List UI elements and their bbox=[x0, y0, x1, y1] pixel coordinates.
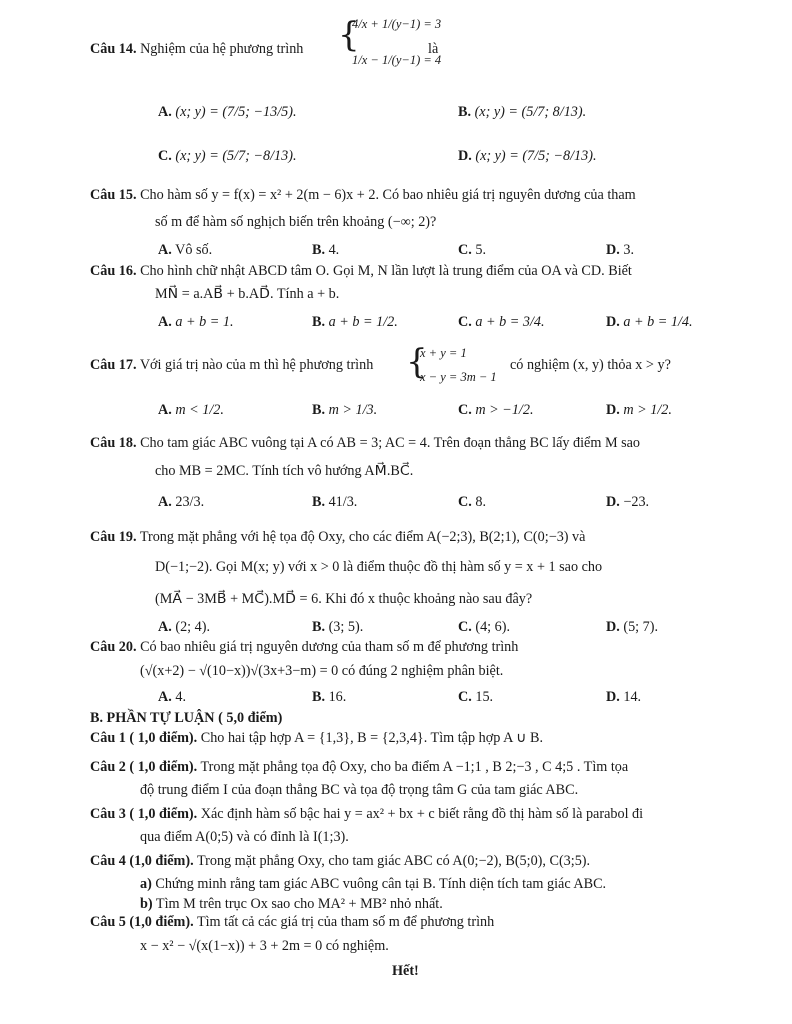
q17-option-c bbox=[458, 401, 534, 419]
essay-4a-label: a) bbox=[140, 876, 152, 892]
q20-option-d-text: 14. bbox=[623, 689, 642, 705]
q17-line bbox=[90, 356, 373, 374]
q20-option-d bbox=[606, 688, 641, 706]
q14-option-c bbox=[158, 147, 297, 165]
essay-5-line-1 bbox=[90, 913, 494, 931]
q16-text-1: Cho hình chữ nhật ABCD tâm O. Gọi M, N lần lượt là trung điểm của OA và CD. Biết bbox=[140, 263, 632, 279]
q17-option-c-text: m > −1/2. bbox=[475, 402, 534, 418]
q15-option-a-text: Vô số. bbox=[175, 242, 213, 258]
essay-4b-text: Tìm M trên trục Ox sao cho MA² + MB² nhỏ nhất. bbox=[155, 896, 443, 912]
q16-option-c-label: C. bbox=[458, 314, 472, 330]
q14-option-c-text: (x; y) = (5/7; −8/13). bbox=[175, 148, 297, 164]
essay-1-text: Cho hai tập hợp A = {1,3}, B = {2,3,4}. Tìm tập hợp A ∪ B. bbox=[200, 730, 544, 746]
essay-3-label: Câu 3 ( 1,0 điểm). bbox=[90, 806, 198, 822]
q16-option-a bbox=[158, 313, 234, 331]
q17-option-b-label: B. bbox=[312, 402, 326, 418]
q18-option-b-text: 41/3. bbox=[328, 494, 358, 510]
q18-option-c-label: C. bbox=[458, 494, 472, 510]
q17-system-row-1: x + y = 1 bbox=[420, 346, 467, 360]
q20-option-a bbox=[158, 688, 186, 706]
essay-5-line-2: x − x² − √(x(1−x)) + 3 + 2m = 0 có nghiệm. bbox=[140, 938, 389, 954]
q18-label: Câu 18. bbox=[90, 435, 137, 451]
q19-option-c-text: (4; 6). bbox=[475, 619, 511, 635]
q19-option-d bbox=[606, 618, 658, 636]
q15-option-a bbox=[158, 241, 212, 259]
q18-option-a-label: A. bbox=[158, 494, 172, 510]
q20-line-2: (√(x+2) − √(10−x))√(3x+3−m) = 0 có đúng 2 nghiệm phân biệt. bbox=[140, 663, 504, 679]
essay-2-text-1: Trong mặt phẳng tọa độ Oxy, cho ba điểm A −1;1 , B 2;−3 , C 4;5 . Tìm tọa bbox=[200, 759, 629, 775]
q15-option-a-label: A. bbox=[158, 242, 172, 258]
q16-option-c bbox=[458, 313, 545, 331]
q16-option-d-text: a + b = 1/4. bbox=[623, 314, 693, 330]
q18-option-c-text: 8. bbox=[475, 494, 486, 510]
q17-text: Với giá trị nào của m thì hệ phương trình bbox=[139, 357, 374, 373]
q15-option-d bbox=[606, 241, 634, 259]
q15-option-d-text: 3. bbox=[623, 242, 634, 258]
q16-option-a-label: A. bbox=[158, 314, 172, 330]
q19-line-3: (MA⃗ − 3MB⃗ + MC⃗).MD⃗ = 6. Khi đó x thuộc khoảng nào sau đây? bbox=[155, 591, 533, 607]
q17-option-a-text: m < 1/2. bbox=[175, 402, 224, 418]
q19-option-b-text: (3; 5). bbox=[328, 619, 364, 635]
q15-line-1 bbox=[90, 186, 636, 204]
q18-option-b-label: B. bbox=[312, 494, 326, 510]
q19-option-a-label: A. bbox=[158, 619, 172, 635]
q18-line-2: cho MB = 2MC. Tính tích vô hướng AM⃗.BC⃗. bbox=[155, 463, 414, 479]
part-b-heading: B. PHẦN TỰ LUẬN ( 5,0 điểm) bbox=[90, 710, 283, 726]
essay-4-label: Câu 4 (1,0 điểm). bbox=[90, 853, 194, 869]
essay-4-line-1 bbox=[90, 852, 590, 870]
q14-option-a-label: A. bbox=[158, 104, 172, 120]
q19-option-a bbox=[158, 618, 210, 636]
q19-option-b bbox=[312, 618, 363, 636]
q14-system-brace: { bbox=[338, 15, 360, 55]
q15-option-b bbox=[312, 241, 339, 259]
q16-option-d-label: D. bbox=[606, 314, 620, 330]
q15-option-d-label: D. bbox=[606, 242, 620, 258]
q15-label: Câu 15. bbox=[90, 187, 137, 203]
q16-option-c-text: a + b = 3/4. bbox=[475, 314, 545, 330]
q15-option-b-label: B. bbox=[312, 242, 326, 258]
q20-option-d-label: D. bbox=[606, 689, 620, 705]
q19-option-a-text: (2; 4). bbox=[175, 619, 211, 635]
q18-option-b bbox=[312, 493, 357, 511]
q18-option-d-text: −23. bbox=[623, 494, 650, 510]
q18-option-c bbox=[458, 493, 486, 511]
q14-option-a-text: (x; y) = (7/5; −13/5). bbox=[175, 104, 297, 120]
end-mark: Hết! bbox=[392, 963, 419, 979]
essay-2-line-1 bbox=[90, 758, 628, 776]
essay-1-label: Câu 1 ( 1,0 điểm). bbox=[90, 730, 198, 746]
q17-option-a-label: A. bbox=[158, 402, 172, 418]
q16-option-b-text: a + b = 1/2. bbox=[328, 314, 398, 330]
essay-3-text-1: Xác định hàm số bậc hai y = ax² + bx + c biết rằng đồ thị hàm số là parabol đi bbox=[200, 806, 644, 822]
q14-line bbox=[90, 40, 303, 58]
q14-option-b bbox=[458, 103, 586, 121]
essay-4a-text: Chứng minh rằng tam giác ABC vuông cân tại B. Tính diện tích tam giác ABC. bbox=[155, 876, 607, 892]
q18-option-a-text: 23/3. bbox=[175, 494, 205, 510]
q15-line-2: số m để hàm số nghịch biến trên khoảng (−∞; 2)? bbox=[155, 214, 437, 230]
q14-label: Câu 14. bbox=[90, 41, 137, 57]
q19-line-2: D(−1;−2). Gọi M(x; y) với x > 0 là điểm thuộc đồ thị hàm số y = x + 1 sao cho bbox=[155, 559, 603, 575]
q17-option-b bbox=[312, 401, 377, 419]
essay-5-label: Câu 5 (1,0 điểm). bbox=[90, 914, 194, 930]
essay-5-text-1: Tìm tất cả các giá trị của tham số m để phương trình bbox=[196, 914, 495, 930]
q20-line-1 bbox=[90, 638, 518, 656]
q17-tail: có nghiệm (x, y) thỏa x > y? bbox=[510, 357, 671, 373]
q20-option-a-label: A. bbox=[158, 689, 172, 705]
q15-option-c-text: 5. bbox=[475, 242, 486, 258]
q19-option-d-label: D. bbox=[606, 619, 620, 635]
q19-option-b-label: B. bbox=[312, 619, 326, 635]
q17-option-a bbox=[158, 401, 224, 419]
q16-line-2: MN⃗ = a.AB⃗ + b.AD⃗. Tính a + b. bbox=[155, 286, 340, 302]
q20-option-c-label: C. bbox=[458, 689, 472, 705]
essay-1 bbox=[90, 729, 543, 747]
q17-option-b-text: m > 1/3. bbox=[328, 402, 378, 418]
essay-3-line-2: qua điểm A(0;5) và có đỉnh là I(1;3). bbox=[140, 829, 349, 845]
q16-line-1 bbox=[90, 262, 632, 280]
essay-3-line-1 bbox=[90, 805, 643, 823]
q17-option-d-label: D. bbox=[606, 402, 620, 418]
essay-2-label: Câu 2 ( 1,0 điểm). bbox=[90, 759, 198, 775]
q19-option-c bbox=[458, 618, 510, 636]
q20-option-b bbox=[312, 688, 346, 706]
q16-option-a-text: a + b = 1. bbox=[175, 314, 234, 330]
q20-text-1: Có bao nhiêu giá trị nguyên dương của tham số m để phương trình bbox=[140, 639, 519, 655]
q16-option-d bbox=[606, 313, 693, 331]
q14-option-d-label: D. bbox=[458, 148, 472, 164]
q14-option-b-text: (x; y) = (5/7; 8/13). bbox=[474, 104, 587, 120]
q20-option-c bbox=[458, 688, 493, 706]
essay-4b bbox=[140, 895, 443, 913]
q14-option-d-text: (x; y) = (7/5; −8/13). bbox=[475, 148, 597, 164]
essay-2-line-2: độ trung điểm I của đoạn thẳng BC và tọa độ trọng tâm G của tam giác ABC. bbox=[140, 782, 579, 798]
q15-option-c bbox=[458, 241, 486, 259]
q18-text-1: Cho tam giác ABC vuông tại A có AB = 3; AC = 4. Trên đoạn thẳng BC lấy điểm M sao bbox=[140, 435, 641, 451]
q14-system-row-1: 4/x + 1/(y−1) = 3 bbox=[352, 17, 442, 31]
q14-option-c-label: C. bbox=[158, 148, 172, 164]
q18-option-d bbox=[606, 493, 649, 511]
q14-text: Nghiệm của hệ phương trình bbox=[140, 41, 304, 57]
q15-option-c-label: C. bbox=[458, 242, 472, 258]
q20-option-b-text: 16. bbox=[328, 689, 347, 705]
q20-option-c-text: 15. bbox=[475, 689, 494, 705]
q17-label: Câu 17. bbox=[90, 357, 137, 373]
q19-label: Câu 19. bbox=[90, 529, 137, 545]
q16-option-b bbox=[312, 313, 398, 331]
q19-text-1: Trong mặt phẳng với hệ tọa độ Oxy, cho các điểm A(−2;3), B(2;1), C(0;−3) và bbox=[139, 529, 586, 545]
q14-tail: là bbox=[428, 41, 439, 57]
q14-system-row-2: 1/x − 1/(y−1) = 4 bbox=[352, 53, 442, 67]
q19-option-c-label: C. bbox=[458, 619, 472, 635]
q16-label: Câu 16. bbox=[90, 263, 137, 279]
q18-option-a bbox=[158, 493, 204, 511]
q17-system-row-2: x − y = 3m − 1 bbox=[420, 370, 497, 384]
q20-option-b-label: B. bbox=[312, 689, 326, 705]
q14-option-a bbox=[158, 103, 297, 121]
essay-4b-label: b) bbox=[140, 896, 153, 912]
q15-option-b-text: 4. bbox=[328, 242, 340, 258]
q19-option-d-text: (5; 7). bbox=[623, 619, 659, 635]
q19-line-1 bbox=[90, 528, 585, 546]
essay-4a bbox=[140, 875, 606, 893]
q17-option-d-text: m > 1/2. bbox=[623, 402, 672, 418]
q14-option-d bbox=[458, 147, 597, 165]
q18-line-1 bbox=[90, 434, 640, 452]
q16-option-b-label: B. bbox=[312, 314, 326, 330]
q15-text-1: Cho hàm số y = f(x) = x² + 2(m − 6)x + 2. Có bao nhiêu giá trị nguyên dương của tham bbox=[140, 187, 636, 203]
q14-option-b-label: B. bbox=[458, 104, 472, 120]
q17-system-brace: { bbox=[406, 342, 428, 382]
q17-option-d bbox=[606, 401, 672, 419]
q18-option-d-label: D. bbox=[606, 494, 620, 510]
q17-option-c-label: C. bbox=[458, 402, 472, 418]
essay-4-text-1: Trong mặt phẳng Oxy, cho tam giác ABC có A(0;−2), B(5;0), C(3;5). bbox=[196, 853, 591, 869]
q20-label: Câu 20. bbox=[90, 639, 137, 655]
q20-option-a-text: 4. bbox=[175, 689, 186, 705]
